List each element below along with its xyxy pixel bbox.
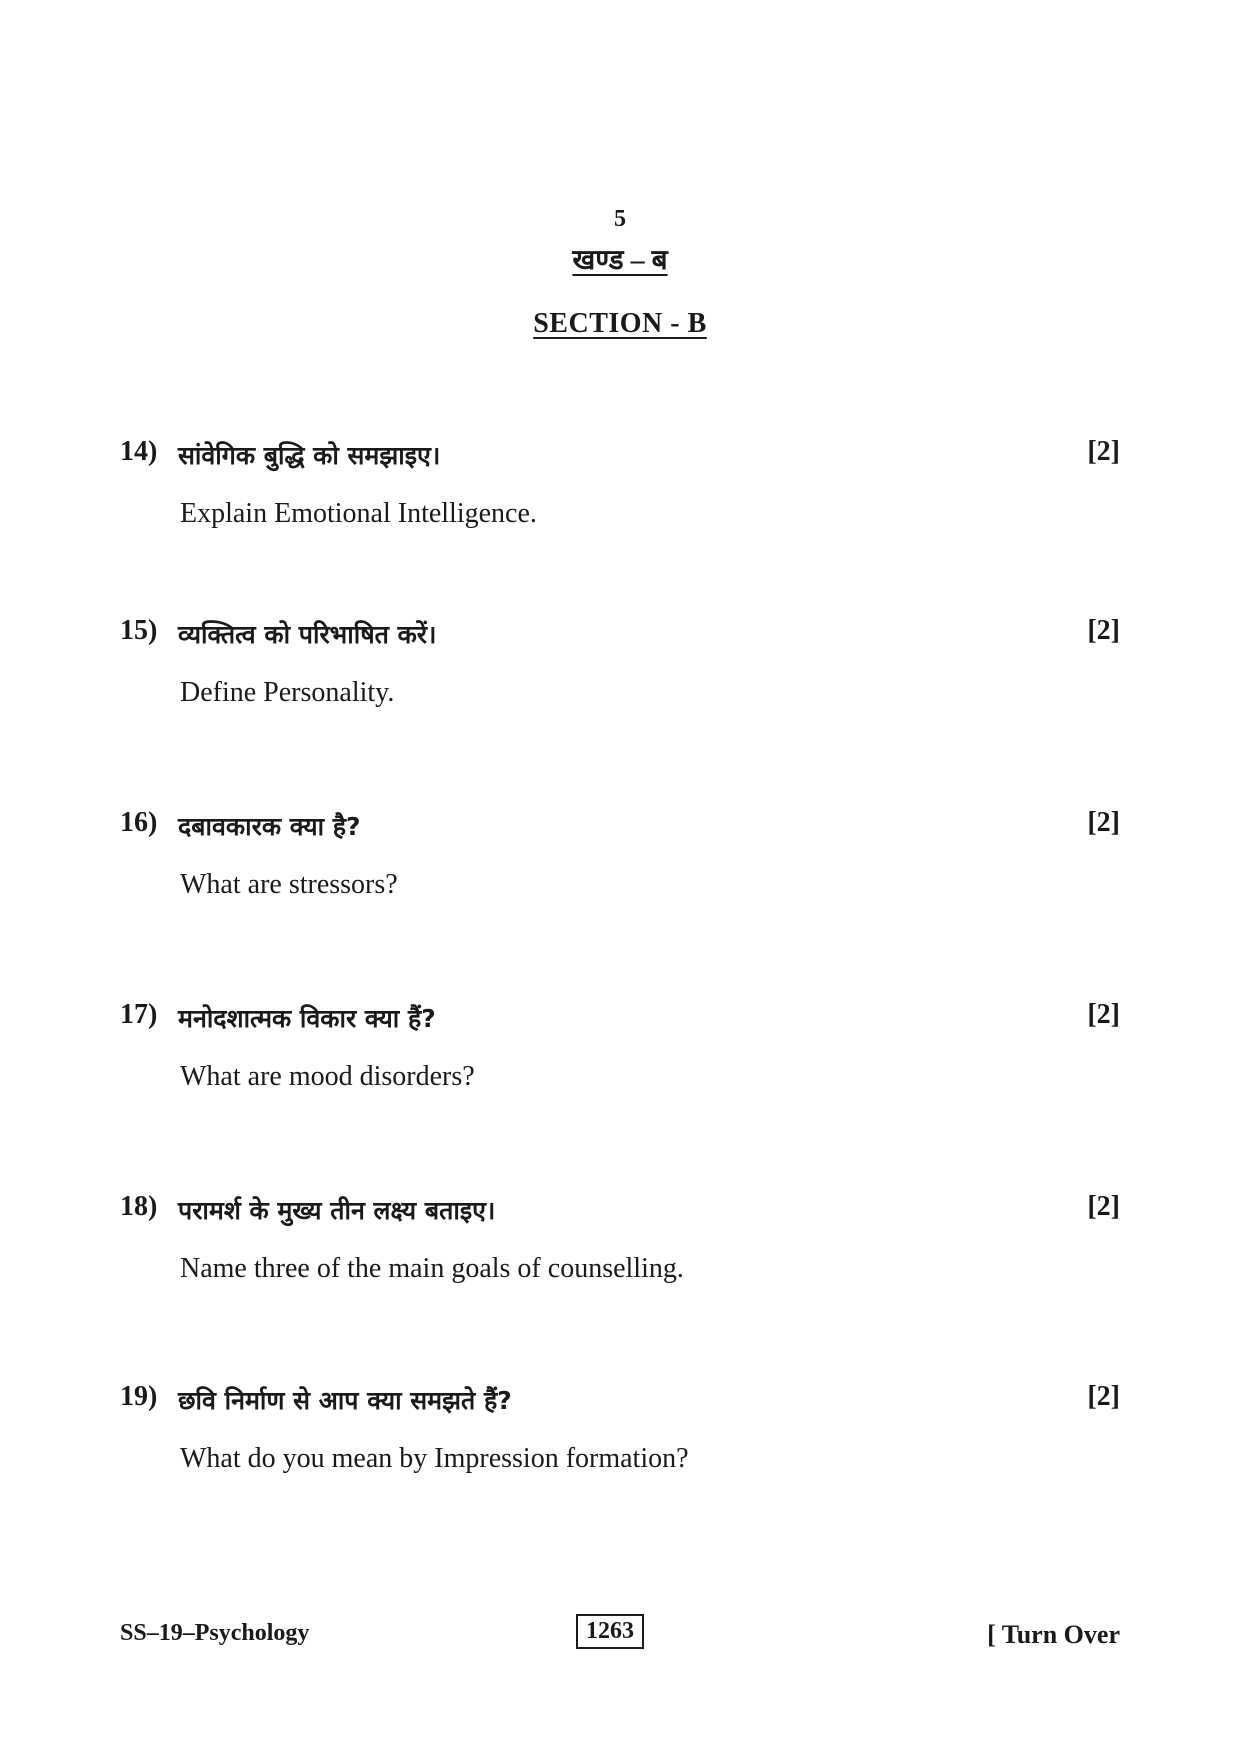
question-text-hindi: परामर्श के मुख्य तीन लक्ष्य बताइए।: [178, 1196, 496, 1225]
footer-turn-over: [ Turn Over: [987, 1620, 1120, 1649]
footer-code-box: 1263: [576, 1614, 644, 1649]
question-17: [120, 999, 1120, 1093]
question-text-hindi: सांवेगिक बुद्धि को समझाइए।: [178, 441, 441, 470]
question-marks: [2]: [1087, 436, 1120, 467]
section-title-english: [0, 308, 1240, 340]
question-number: 15): [120, 615, 158, 646]
footer-paper-code: SS–19–Psychology: [120, 1620, 310, 1646]
question-text-english: What are mood disorders?: [180, 1061, 475, 1092]
question-marks: [2]: [1087, 999, 1120, 1030]
question-marks: [2]: [1087, 1381, 1120, 1412]
question-text-english: Define Personality.: [180, 677, 395, 708]
question-text-hindi: मनोदशात्मक विकार क्या हैं?: [178, 1004, 436, 1033]
question-14: [120, 436, 1120, 530]
question-text-english: Explain Emotional Intelligence.: [180, 498, 537, 529]
page-number: 5: [614, 206, 626, 232]
question-number: 18): [120, 1191, 158, 1222]
section-title-hindi-text: खण्ड – ब: [572, 245, 668, 276]
question-number: 19): [120, 1381, 158, 1412]
section-title-english-text: SECTION - B: [533, 308, 707, 339]
question-number: 14): [120, 436, 158, 467]
question-text-hindi: दबावकारक क्या है?: [178, 812, 361, 841]
question-18: [120, 1191, 1120, 1285]
question-text-hindi: व्यक्तित्व को परिभाषित करें।: [178, 620, 437, 649]
question-marks: [2]: [1087, 807, 1120, 838]
question-text-hindi: छवि निर्माण से आप क्या समझते हैं?: [178, 1386, 512, 1415]
question-marks: [2]: [1087, 1191, 1120, 1222]
section-title-hindi: [0, 240, 1240, 278]
question-16: [120, 807, 1120, 901]
question-text-english: What are stressors?: [180, 869, 398, 900]
question-19: [120, 1381, 1120, 1475]
question-15: [120, 615, 1120, 709]
question-text-english: What do you mean by Impression formation?: [180, 1443, 689, 1474]
question-marks: [2]: [1087, 615, 1120, 646]
question-number: 16): [120, 807, 158, 838]
question-number: 17): [120, 999, 158, 1030]
question-text-english: Name three of the main goals of counselling.: [180, 1253, 684, 1284]
